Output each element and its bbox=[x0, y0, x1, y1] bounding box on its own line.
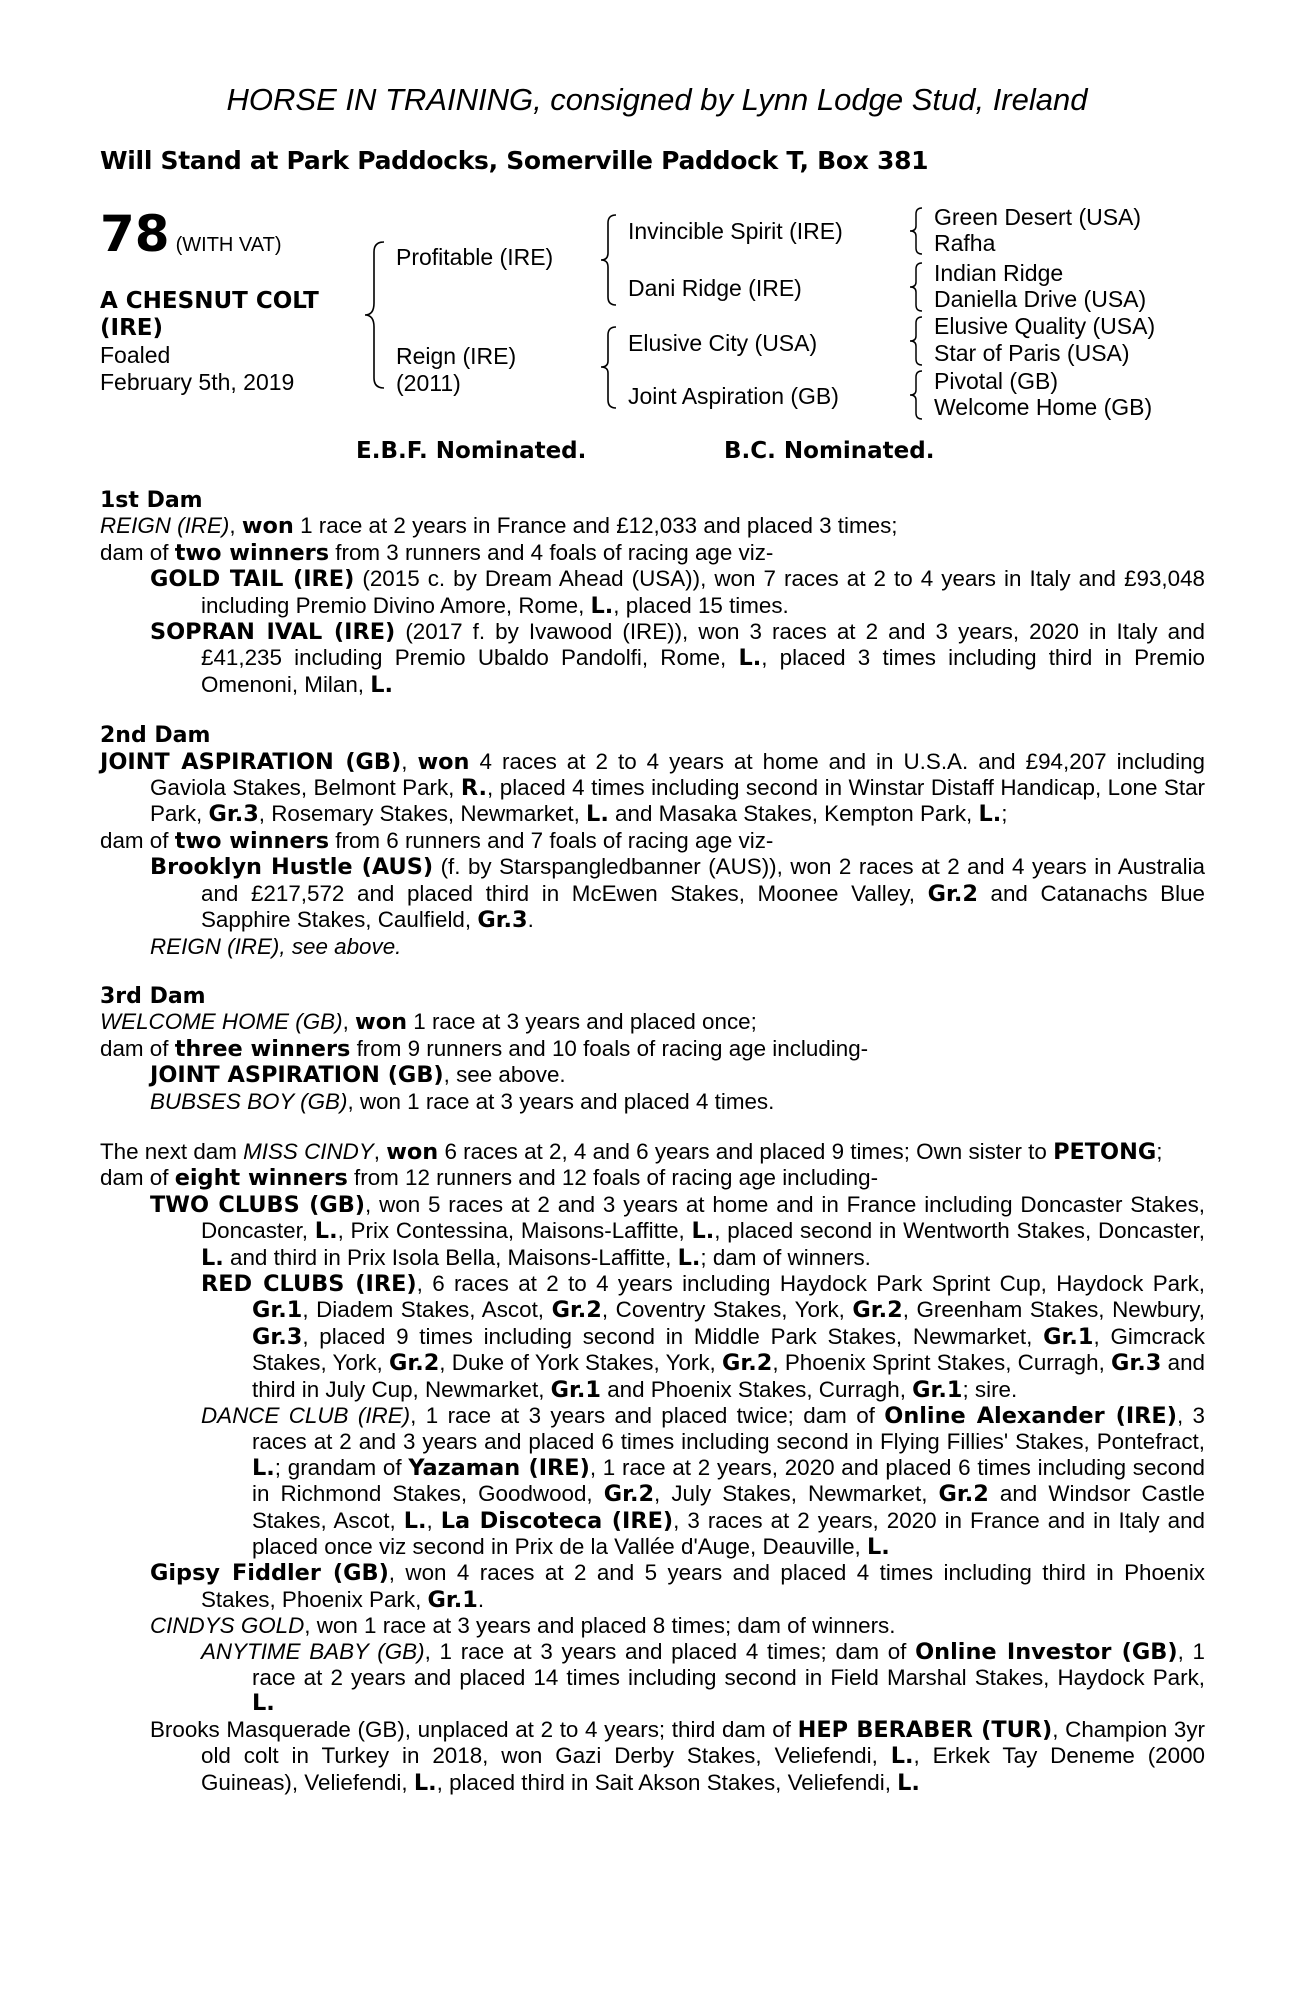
pedigree-brace-dam bbox=[598, 325, 620, 410]
produce-entry: BUBSES BOY (GB), won 1 race at 3 years and placed 4 times. bbox=[150, 1088, 775, 1114]
produce-entry: ANYTIME BABY (GB), 1 race at 3 years and placed 4 times; dam of Online Investor (GB), 1 race at 2 years and placed 14 times including second in Field Marshal Stakes, Haydock Park, L. bbox=[201, 1638, 1205, 1717]
pedigree-ggp-2: Rafha bbox=[934, 230, 996, 256]
pedigree-dam: Reign (IRE) bbox=[396, 343, 517, 369]
ebf-nomination: E.B.F. Nominated. bbox=[356, 438, 587, 464]
section-heading-3rd-dam: 3rd Dam bbox=[100, 983, 206, 1009]
section-heading-1st-dam: 1st Dam bbox=[100, 488, 203, 513]
first-dam-line-2: dam of two winners from 3 runners and 4 foals of racing age viz- bbox=[100, 539, 774, 566]
pedigree-ggp-5: Elusive Quality (USA) bbox=[934, 313, 1156, 339]
catalogue-body bbox=[100, 488, 1205, 1796]
pedigree-ggp-7: Pivotal (GB) bbox=[934, 368, 1058, 394]
produce-entry: GOLD TAIL (IRE) (2015 c. by Dream Ahead (USA)), won 7 races at 2 to 4 years in Italy and £93,048 including Premio Divino Amore, Rome, L., placed 15 times. bbox=[150, 566, 1205, 619]
location-subtitle: Will Stand at Park Paddocks, Somerville Paddock T, Box 381 bbox=[100, 146, 929, 175]
pedigree-ggp-6: Star of Paris (USA) bbox=[934, 340, 1130, 366]
pedigree-sire: Profitable (IRE) bbox=[396, 244, 554, 270]
lot-number bbox=[100, 205, 282, 263]
third-dam-line-2: dam of three winners from 9 runners and 10 foals of racing age including- bbox=[100, 1035, 869, 1062]
produce-entry: DANCE CLUB (IRE), 1 race at 3 years and placed twice; dam of Online Alexander (IRE), 3 races at 2 and 3 years and placed 6 times including second in Flying Fillies' Stakes, Pontefract, L.; grandam of Yazaman (IRE), 1 race at 2 years, 2020 and placed 6 times including second in Richmond Stakes, Goodwood, Gr.2, July Stakes, Newmarket, Gr.2 and Windsor Castle Stakes, Ascot, L., La Discoteca (IRE), 3 races at 2 years, 2020 in France and in Italy and placed once viz second in Prix de la Vallée d'Auge, Deauville, L. bbox=[201, 1403, 1205, 1561]
horse-description bbox=[100, 288, 360, 396]
foaled-label: Foaled bbox=[100, 342, 171, 368]
produce-entry: Gipsy Fiddler (GB), won 4 races at 2 and 5 years and placed 4 times including third in Phoenix Stakes, Phoenix Park, Gr.1. bbox=[150, 1560, 1205, 1613]
pedigree-dam-sire: Elusive City (USA) bbox=[628, 330, 818, 356]
third-dam-line-1: WELCOME HOME (GB), won 1 race at 3 years and placed once; bbox=[100, 1009, 757, 1036]
bc-nomination: B.C. Nominated. bbox=[724, 438, 935, 464]
pedigree-sire-sire: Invincible Spirit (IRE) bbox=[628, 218, 843, 244]
produce-entry: JOINT ASPIRATION (GB), see above. bbox=[150, 1062, 566, 1089]
next-dam-line-1: The next dam MISS CINDY, won 6 races at 2, 4 and 6 years and placed 9 times; Own sister to PETONG; bbox=[100, 1138, 1163, 1165]
pedigree-dam-dam: Joint Aspiration (GB) bbox=[628, 383, 839, 409]
first-dam-line-1: REIGN (IRE), won 1 race at 2 years in France and £12,033 and placed 3 times; bbox=[100, 513, 898, 540]
pedigree-brace-g3 bbox=[908, 315, 926, 367]
section-heading-2nd-dam: 2nd Dam bbox=[100, 723, 211, 749]
vat-label: (WITH VAT) bbox=[175, 234, 282, 256]
second-dam-line-1: JOINT ASPIRATION (GB), won 4 races at 2 to 4 years at home and in U.S.A. and £94,207 including Gaviola Stakes, Belmont Park, R., placed 4 times including second in Winstar Distaff Handicap, Lone Star Park, Gr.3, Rosemary Stakes, Newmarket, L. and Masaka Stakes, Kempton Park, L.; bbox=[100, 748, 1205, 828]
foaled-date: February 5th, 2019 bbox=[100, 369, 295, 395]
produce-entry: RED CLUBS (IRE), 6 races at 2 to 4 years including Haydock Park Sprint Cup, Haydock Park, Gr.1, Diadem Stakes, Ascot, Gr.2, Coventry Stakes, York, Gr.2, Greenham Stakes, Newbury, Gr.3, placed 9 times including second in Middle Park Stakes, Newmarket, Gr.1, Gimcrack Stakes, York, Gr.2, Duke of York Stakes, York, Gr.2, Phoenix Sprint Stakes, Curragh, Gr.3 and third in July Cup, Newmarket, Gr.1 and Phoenix Stakes, Curragh, Gr.1; sire. bbox=[201, 1270, 1206, 1403]
produce-entry: TWO CLUBS (GB), won 5 races at 2 and 3 years at home and in France including Doncaster Stakes, Doncaster, L., Prix Contessina, Maisons-Laffitte, L., placed second in Wentworth Stakes, Doncaster, L. and third in Prix Isola Bella, Maisons-Laffitte, L.; dam of winners. bbox=[150, 1191, 1205, 1271]
produce-entry: SOPRAN IVAL (IRE) (2017 f. by Ivawood (IRE)), won 3 races at 2 and 3 years, 2020 in Italy and £41,235 including Premio Ubaldo Pandolfi, Rome, L., placed 3 times including third in Premio Omenoni, Milan, L. bbox=[150, 619, 1205, 698]
produce-entry: Brooks Masquerade (GB), unplaced at 2 to 4 years; third dam of HEP BERABER (TUR), Champion 3yr old colt in Turkey in 2018, won Gazi Derby Stakes, Veliefendi, L., Erkek Tay Deneme (2000 Guineas), Veliefendi, L., placed third in Sait Akson Stakes, Veliefendi, L. bbox=[150, 1716, 1205, 1796]
produce-entry: CINDYS GOLD, won 1 race at 3 years and placed 8 times; dam of winners. bbox=[150, 1613, 896, 1639]
produce-entry: REIGN (IRE), see above. bbox=[150, 933, 402, 959]
page-title: HORSE IN TRAINING, consigned by Lynn Lodge Stud, Ireland bbox=[226, 82, 1088, 117]
horse-name-line1: A CHESNUT COLT bbox=[100, 288, 319, 314]
pedigree-brace-g2 bbox=[908, 261, 926, 313]
next-dam-line-2: dam of eight winners from 12 runners and 12 foals of racing age including- bbox=[100, 1165, 879, 1192]
pedigree-brace-g1 bbox=[908, 206, 926, 256]
pedigree-brace-sire bbox=[598, 213, 620, 307]
pedigree-ggp-4: Daniella Drive (USA) bbox=[934, 286, 1147, 312]
lot-number-value: 78 bbox=[100, 205, 170, 263]
second-dam-line-2: dam of two winners from 6 runners and 7 foals of racing age viz- bbox=[100, 827, 774, 854]
pedigree-ggp-1: Green Desert (USA) bbox=[934, 204, 1142, 230]
pedigree-brace-main bbox=[362, 240, 388, 390]
pedigree-ggp-8: Welcome Home (GB) bbox=[934, 394, 1153, 420]
pedigree-brace-g4 bbox=[908, 369, 926, 421]
pedigree-sire-dam: Dani Ridge (IRE) bbox=[628, 275, 802, 301]
horse-name-line2: (IRE) bbox=[100, 315, 164, 341]
pedigree-ggp-3: Indian Ridge bbox=[934, 260, 1064, 286]
pedigree-dam-year: (2011) bbox=[396, 370, 461, 396]
produce-entry: Brooklyn Hustle (AUS) (f. by Starspangledbanner (AUS)), won 2 races at 2 and 4 years in Australia and £217,572 and placed third in McEwen Stakes, Moonee Valley, Gr.2 and Catanachs Blue Sapphire Stakes, Caulfield, Gr.3. bbox=[150, 854, 1205, 934]
